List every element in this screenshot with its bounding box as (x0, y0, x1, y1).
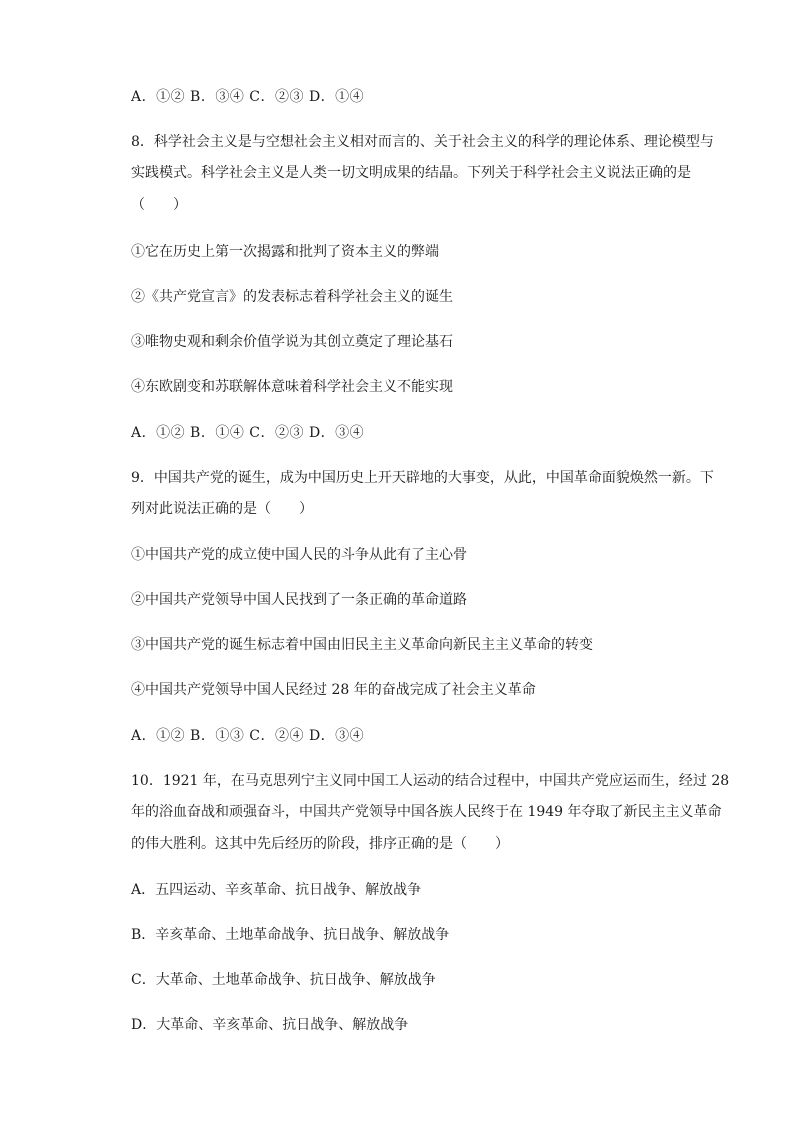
q10-stem-line-2: 年的浴血奋战和顽强奋斗，中国共产党领导中国各族人民终于在 1949 年夺取了新民主主义革命 (131, 804, 722, 820)
q8-stem-line-2: 实践模式。科学社会主义是人类一切文明成果的结晶。下列关于科学社会主义说法正确的是 (131, 165, 691, 181)
q10-choice-c: C．大革命、土地革命战争、抗日战争、解放战争 (131, 972, 436, 988)
q8-statement-1: ①它在历史上第一次揭露和批判了资本主义的弊端 (131, 244, 439, 260)
q8-statement-4: ④东欧剧变和苏联解体意味着科学社会主义不能实现 (131, 379, 453, 395)
q10-choice-b: B．辛亥革命、土地革命战争、抗日战争、解放战争 (131, 927, 450, 943)
q10-choice-d: D．大革命、辛亥革命、抗日战争、解放战争 (131, 1017, 409, 1033)
q9-stem-line-2: 列对此说法正确的是（ ） (131, 501, 313, 517)
q8-statement-3: ③唯物史观和剩余价值学说为其创立奠定了理论基石 (131, 334, 453, 350)
q10-choice-a: A．五四运动、辛亥革命、抗日战争、解放战争 (131, 882, 422, 898)
q8-options: A．①② B．①④ C．②③ D．③④ (131, 425, 365, 441)
q9-statement-4: ④中国共产党领导中国人民经过 28 年的奋战完成了社会主义革命 (131, 682, 536, 698)
q8-stem-line-3: （ ） (131, 197, 187, 213)
q10-stem-line-3: 的伟大胜利。这其中先后经历的阶段，排序正确的是（ ） (131, 836, 509, 852)
q9-options: A．①② B．①③ C．②④ D．③④ (131, 728, 365, 744)
q10-stem-line-1: 10．1921 年，在马克思列宁主义同中国工人运动的结合过程中，中国共产党应运而生，经过 28 (131, 773, 730, 789)
q9-statement-3: ③中国共产党的诞生标志着中国由旧民主主义革命向新民主主义革命的转变 (131, 637, 593, 653)
q8-stem-line-1: 8．科学社会主义是与空想社会主义相对而言的、关于社会主义的科学的理论体系、理论模型与 (131, 134, 714, 150)
q9-stem-line-1: 9．中国共产党的诞生，成为中国历史上开天辟地的大事变，从此，中国革命面貌焕然一新。下 (131, 470, 714, 486)
prev-question-options: A．①② B．③④ C．②③ D．①④ (131, 89, 365, 105)
q9-statement-1: ①中国共产党的成立使中国人民的斗争从此有了主心骨 (131, 547, 467, 563)
q9-statement-2: ②中国共产党领导中国人民找到了一条正确的革命道路 (131, 592, 467, 608)
q8-statement-2: ②《共产党宣言》的发表标志着科学社会主义的诞生 (131, 289, 453, 305)
